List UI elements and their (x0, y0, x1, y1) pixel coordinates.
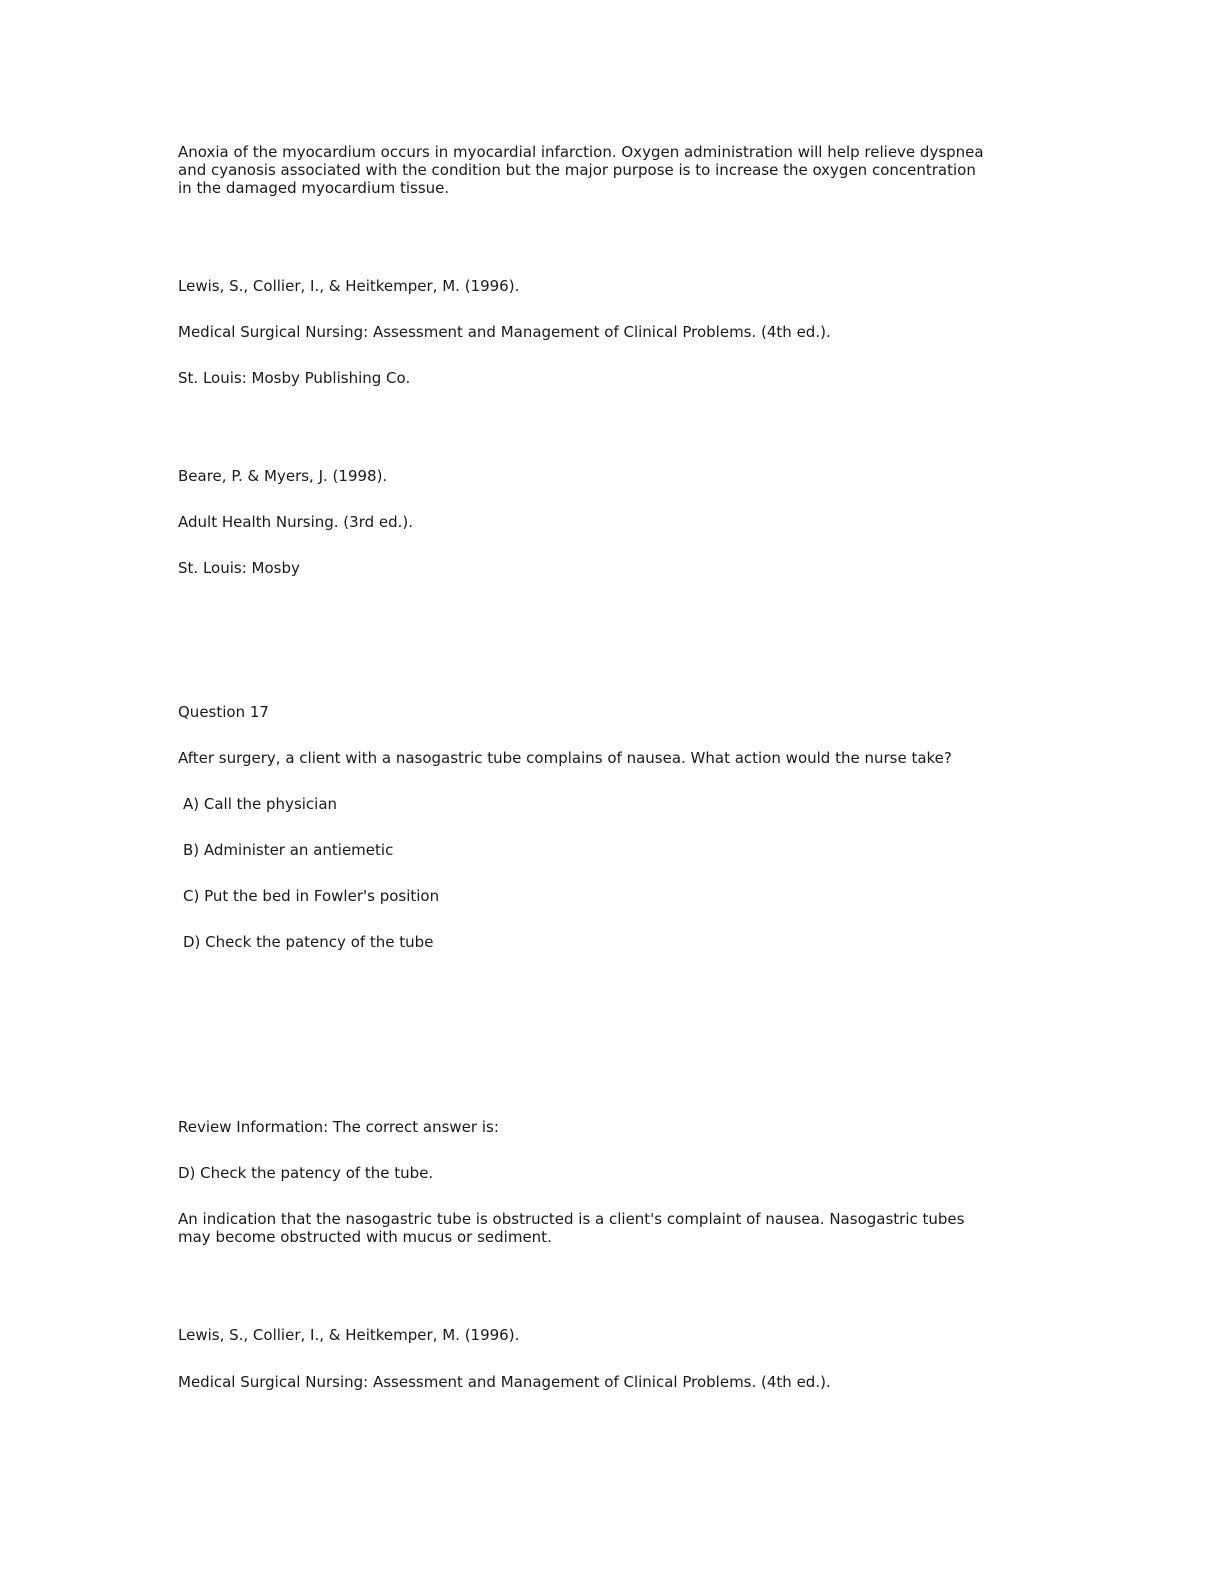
reference-authors: Lewis, S., Collier, I., & Heitkemper, M. (1996). (178, 1326, 520, 1344)
rationale-paragraph (178, 143, 1048, 197)
reference-publisher: St. Louis: Mosby (178, 559, 300, 577)
question-prompt: After surgery, a client with a nasogastric tube complains of nausea. What action would the nurse take? (178, 749, 952, 767)
reference-title: Medical Surgical Nursing: Assessment and Management of Clinical Problems. (4th ed.). (178, 323, 831, 341)
rationale-line: may become obstructed with mucus or sediment. (178, 1228, 552, 1246)
rationale-line: Anoxia of the myocardium occurs in myocardial infarction. Oxygen administration will help relieve dyspnea (178, 143, 984, 161)
rationale-line: and cyanosis associated with the condition but the major purpose is to increase the oxygen concentration (178, 161, 976, 179)
reference-authors: Lewis, S., Collier, I., & Heitkemper, M. (1996). (178, 277, 520, 295)
reference-publisher: St. Louis: Mosby Publishing Co. (178, 369, 411, 387)
reference-title: Medical Surgical Nursing: Assessment and Management of Clinical Problems. (4th ed.). (178, 1373, 831, 1391)
review-heading: Review Information: The correct answer is: (178, 1118, 499, 1136)
correct-answer: D) Check the patency of the tube. (178, 1164, 434, 1182)
rationale-line: An indication that the nasogastric tube is obstructed is a client's complaint of nausea. Nasogastric tubes (178, 1210, 965, 1228)
answer-option-d: D) Check the patency of the tube (183, 933, 434, 951)
reference-authors: Beare, P. & Myers, J. (1998). (178, 467, 388, 485)
answer-option-c: C) Put the bed in Fowler's position (183, 887, 440, 905)
review-rationale-paragraph (178, 1210, 1048, 1246)
answer-option-a: A) Call the physician (183, 795, 338, 813)
reference-title: Adult Health Nursing. (3rd ed.). (178, 513, 414, 531)
rationale-line: in the damaged myocardium tissue. (178, 179, 450, 197)
answer-option-b: B) Administer an antiemetic (183, 841, 394, 859)
question-heading: Question 17 (178, 703, 269, 721)
